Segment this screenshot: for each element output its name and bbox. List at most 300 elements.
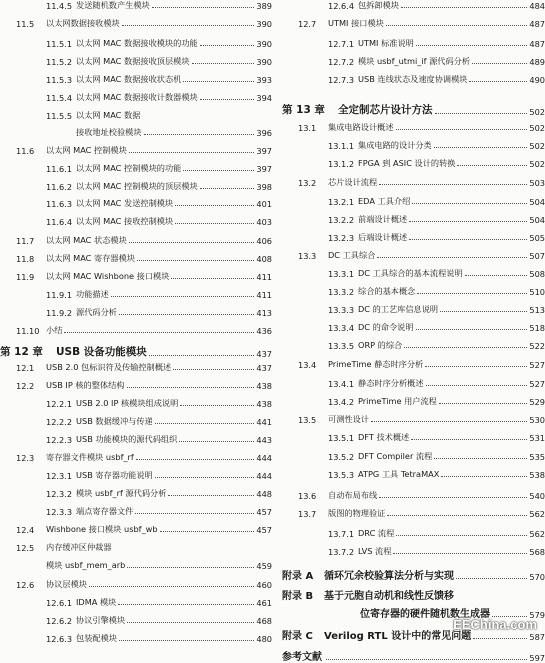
entry-number: 12.3 (16, 453, 35, 463)
entry-title: DFT Compiler 流程 (358, 451, 433, 461)
entry-number: 12.7.3 (328, 75, 355, 85)
entry-title: 模块 usbf_mem_arb (46, 560, 126, 570)
toc-entry (282, 587, 545, 602)
page-number: 389 (256, 1, 272, 11)
page-number: 438 (256, 381, 272, 391)
dot-leader (404, 347, 527, 348)
dot-leader (434, 458, 527, 459)
entry-number: 13.5.3 (328, 470, 355, 480)
entry-title: LVS 流程 (358, 546, 392, 556)
entry-number: 12.2.1 (46, 399, 73, 409)
entry-number: 12.3.3 (46, 507, 73, 517)
entry-number: 13.3 (298, 251, 317, 261)
dot-leader (440, 311, 527, 312)
entry-number: 13.5.2 (328, 452, 355, 462)
page-number: 459 (256, 561, 272, 571)
entry-title: USB 2.0 包标识符及传输控制概述 (46, 362, 172, 372)
entry-number: 11.5.3 (46, 75, 73, 85)
entry-title: 端点寄存器文件 (76, 506, 134, 516)
toc-entry (282, 177, 545, 188)
entry-title: Wishbone 接口模块 usbf_wb (46, 524, 158, 534)
entry-title: 小结 (46, 325, 63, 335)
entry-number: 11.7 (16, 236, 35, 246)
entry-title: ORP 的综合 (358, 340, 403, 350)
entry-number: 11.6 (16, 146, 35, 156)
toc-entry (282, 0, 545, 11)
entry-number: 11.9 (16, 272, 35, 282)
dot-leader (160, 531, 255, 532)
toc-entry (282, 38, 545, 49)
toc-entry (0, 198, 272, 209)
dot-leader (89, 586, 254, 587)
page-number: 597 (529, 653, 545, 663)
entry-title: USB 寄存器功能说明 (76, 470, 153, 480)
dot-leader (379, 184, 527, 185)
entry-title: 内存缓冲区仲裁器 (46, 542, 112, 552)
toc-entry (0, 506, 272, 517)
entry-number: 11.6.1 (46, 164, 73, 174)
dot-leader (469, 81, 527, 82)
entry-number: 13.5.1 (328, 433, 355, 443)
entry-number: 13.1 (298, 123, 317, 133)
dot-leader (411, 439, 527, 440)
page-number: 461 (256, 598, 272, 608)
entry-title: UTMI 标准说明 (358, 38, 414, 48)
entry-title: 基于元胞自动机和线性反馈移 (324, 591, 454, 602)
toc-entry (282, 140, 545, 151)
toc-entry (282, 74, 545, 85)
page-number: 530 (529, 415, 545, 425)
dot-leader (119, 314, 254, 315)
entry-number: 12.6.2 (46, 616, 73, 626)
entry-number: 13.5 (298, 415, 317, 425)
dot-leader (119, 640, 254, 641)
toc-entry (282, 378, 545, 389)
dot-leader (396, 535, 527, 536)
dot-leader (441, 476, 527, 477)
toc-entry (282, 359, 545, 370)
toc-entry (0, 289, 272, 300)
page-number: 408 (256, 254, 272, 264)
dot-leader (171, 278, 254, 279)
toc-entry (282, 102, 545, 117)
entry-title: DC 的工艺库信息说明 (358, 304, 439, 314)
entry-number: 13.3.4 (328, 323, 355, 333)
toc-entry (0, 488, 272, 499)
entry-title: 以太网 MAC 接收控制模块 (76, 216, 174, 226)
dot-leader (118, 604, 254, 605)
page-number: 438 (256, 399, 272, 409)
toc-entry (0, 0, 272, 11)
toc-entry (0, 216, 272, 227)
entry-title: DC 工具综合的基本流程说明 (358, 268, 463, 278)
entry-number: 13.3.5 (328, 341, 355, 351)
page-number: 460 (256, 580, 272, 590)
page-number: 527 (529, 360, 545, 370)
entry-title: 芯片设计流程 (328, 177, 378, 187)
dot-leader (129, 242, 255, 243)
toc-entry (0, 633, 272, 644)
dot-leader (200, 45, 255, 46)
page-number: 397 (256, 164, 272, 174)
toc-entry (282, 432, 545, 443)
entry-title: 可测性设计 (328, 414, 369, 424)
page-number: 562 (529, 509, 545, 519)
page-number: 411 (256, 290, 272, 300)
dot-leader (416, 45, 528, 46)
page-number: 540 (529, 491, 545, 501)
page-number: 587 (529, 632, 545, 642)
page-number: 480 (256, 634, 272, 644)
dot-leader (409, 239, 527, 240)
entry-number: 13.3.2 (328, 287, 355, 297)
dot-leader (155, 423, 255, 424)
entry-title: USB 设备功能模块 (56, 346, 147, 358)
page-number: 437 (256, 363, 272, 373)
toc-entry (0, 416, 272, 427)
toc-entry (282, 414, 545, 425)
entry-number: 13.2.2 (328, 215, 355, 225)
entry-title: USB 连线状态及速度协调模块 (358, 74, 468, 84)
page-number: 579 (529, 610, 545, 620)
entry-title: 以太网 MAC 状态模块 (46, 235, 127, 245)
page-number: 457 (256, 507, 272, 517)
entry-number: 12.2.2 (46, 417, 73, 427)
toc-entry (0, 235, 272, 246)
dot-leader (168, 495, 254, 496)
entry-title: 综合的基本概念 (358, 286, 416, 296)
toc-entry (0, 325, 272, 336)
page-number: 487 (529, 39, 545, 49)
toc-entry (0, 181, 272, 192)
page-number: 535 (529, 452, 545, 462)
entry-title: 以太网 MAC 控制模块 (46, 145, 127, 155)
toc-entry (0, 74, 272, 85)
dot-leader (425, 366, 527, 367)
dot-leader (412, 203, 527, 204)
page-number: 508 (529, 269, 545, 279)
entry-title: 以太网 MAC 控制模块的功能 (76, 163, 182, 173)
entry-number: 13.2 (298, 178, 317, 188)
page-number: 441 (256, 417, 272, 427)
dot-leader (200, 188, 255, 189)
page-number: 444 (256, 471, 272, 481)
dot-leader (456, 578, 527, 579)
entry-title: 以太网 MAC 发送控制模块 (76, 198, 174, 208)
toc-entry (0, 434, 272, 445)
toc-entry (282, 232, 545, 243)
toc-entry (0, 163, 272, 174)
page-number: 531 (529, 433, 545, 443)
toc-entry (282, 122, 545, 133)
page-number: 502 (529, 123, 545, 133)
entry-title: 以太网数据接收模块 (46, 18, 120, 28)
dot-leader (122, 25, 255, 26)
entry-title: 集成电路设计概述 (328, 122, 394, 132)
page-number: 518 (529, 323, 545, 333)
entry-number: 13.4.1 (328, 379, 355, 389)
dot-leader (127, 387, 255, 388)
toc-entry (0, 362, 272, 373)
entry-number: 13.2.3 (328, 233, 355, 243)
page-number: 444 (256, 453, 272, 463)
page-number: 522 (529, 341, 545, 351)
dot-leader (144, 134, 255, 135)
dot-leader (149, 355, 255, 356)
page-number: 502 (529, 141, 545, 151)
toc-entry (0, 145, 272, 156)
page-number: 448 (256, 489, 272, 499)
entry-title: 源代码分析 (76, 307, 117, 317)
entry-number: 11.8 (16, 254, 35, 264)
entry-title: 以太网 MAC 数据接收状态机 (76, 74, 182, 84)
entry-title: DC 工具综合 (328, 250, 376, 260)
entry-number: 12.7.1 (328, 39, 355, 49)
page-number: 487 (529, 19, 545, 29)
page-number: 489 (529, 57, 545, 67)
entry-number: 参考文献 (282, 652, 322, 663)
entry-title: USB IP 核的整体结构 (46, 380, 125, 390)
toc-entry (282, 158, 545, 169)
entry-title: UTMI 接口模块 (328, 18, 384, 28)
dot-leader (136, 459, 255, 460)
entry-number: 12.5 (16, 543, 35, 553)
entry-title: ATPG 工具 TetraMAX (358, 469, 440, 479)
toc-entry (282, 56, 545, 67)
entry-number: 11.10 (16, 326, 40, 336)
entry-title: 静态时序分析概述 (358, 378, 424, 388)
toc-entry (282, 286, 545, 297)
page-number: 437 (256, 349, 272, 359)
entry-number: 12.6 (16, 580, 35, 590)
entry-title: USB 2.0 IP 核模块组成说明 (76, 398, 179, 408)
entry-title: DFT 技术概述 (358, 432, 410, 442)
page-number: 504 (529, 215, 545, 225)
toc-entry (0, 271, 272, 282)
dot-leader (401, 7, 527, 8)
page-number: 413 (256, 308, 272, 318)
toc-entry (282, 214, 545, 225)
dot-leader (64, 332, 254, 333)
dot-leader (111, 296, 255, 297)
dot-leader (416, 329, 528, 330)
page-number: 503 (529, 178, 545, 188)
page-number: 390 (256, 19, 272, 29)
entry-title: 包拆卸模块 (358, 0, 399, 10)
entry-number: 13.7 (298, 509, 317, 519)
toc-entry (282, 340, 545, 351)
dot-leader (434, 147, 528, 148)
page-number: 457 (256, 525, 272, 535)
toc-entry (0, 38, 272, 49)
entry-number: 12.7 (298, 19, 317, 29)
toc-entry (282, 528, 545, 539)
entry-number: 12.6.4 (328, 1, 355, 11)
entry-title: 以太网 MAC 寄存器模块 (46, 253, 135, 263)
entry-number: 13.4.2 (328, 397, 355, 407)
dot-leader (179, 441, 254, 442)
page-number: 394 (256, 93, 272, 103)
page-number: 527 (529, 379, 545, 389)
page-number: 396 (256, 128, 272, 138)
entry-title: 位寄存器的硬件随机数生成器 (360, 609, 490, 620)
toc-entry (0, 398, 272, 409)
entry-title: 全定制芯片设计方法 (338, 104, 433, 116)
entry-title: USB 功能模块的源代码组织 (76, 434, 178, 444)
entry-number: 13.4 (298, 360, 317, 370)
entry-title: PrimeTime 静态时序分析 (328, 359, 424, 369)
toc-entry (0, 110, 272, 121)
toc-entry (0, 127, 272, 138)
entry-title: 接收地址校验模块 (76, 127, 142, 137)
dot-leader (152, 7, 255, 8)
entry-number: 12.6.1 (46, 598, 73, 608)
entry-number: 13.1.1 (328, 141, 355, 151)
entry-number: 13.1.2 (328, 159, 355, 169)
page-number: 502 (529, 159, 545, 169)
dot-leader (175, 205, 254, 206)
page-number: 390 (256, 39, 272, 49)
entry-title: 前端设计概述 (358, 214, 408, 224)
page-number: 513 (529, 305, 545, 315)
entry-title: DRC 流程 (358, 528, 395, 538)
entry-number: 13.2.1 (328, 197, 355, 207)
entry-number: 12.1 (16, 363, 35, 373)
toc-entry (0, 92, 272, 103)
dot-leader (183, 81, 254, 82)
entry-number: 11.9.2 (46, 308, 73, 318)
dot-leader (137, 260, 254, 261)
entry-number: 11.9.1 (46, 290, 73, 300)
entry-title: 以太网 MAC Wishbone 接口模块 (46, 271, 170, 281)
watermark: EEChina.com (453, 617, 537, 632)
toc-entry (0, 470, 272, 481)
dot-leader (386, 25, 528, 26)
entry-number: 附录 B (282, 591, 314, 602)
toc-entry (0, 560, 272, 571)
entry-title: 以太网 MAC 数据接收顶层模块 (76, 56, 190, 66)
toc-entry (282, 469, 545, 480)
dot-leader (435, 113, 528, 114)
dot-leader (175, 223, 254, 224)
page-number: 570 (529, 572, 545, 582)
toc-entry (0, 615, 272, 626)
entry-number: 11.5.5 (46, 111, 73, 121)
toc-entry (0, 253, 272, 264)
entry-number: 12.4 (16, 525, 35, 535)
toc-entry (0, 18, 272, 29)
toc-entry (0, 524, 272, 535)
toc-entry (282, 304, 545, 315)
entry-title: 发送随机数产生模块 (76, 0, 150, 10)
toc-entry (282, 18, 545, 29)
entry-title: FPGA 到 ASIC 设计的转换 (358, 158, 456, 168)
page-number: 484 (529, 1, 545, 11)
page-number: 504 (529, 197, 545, 207)
toc-entry (282, 648, 545, 663)
entry-title: DC 的命令说明 (358, 322, 414, 332)
toc-entry (282, 490, 545, 501)
dot-leader (200, 99, 255, 100)
entry-title: USB 数据缓冲与传递 (76, 416, 153, 426)
dot-leader (127, 622, 254, 623)
dot-leader (173, 369, 254, 370)
entry-number: 附录 A (282, 571, 314, 582)
toc-entry (282, 322, 545, 333)
page-number: 411 (256, 272, 272, 282)
dot-leader (155, 477, 255, 478)
entry-number: 13.3.3 (328, 305, 355, 315)
dot-leader (371, 421, 527, 422)
entry-title: 以太网 MAC 数据 (76, 110, 141, 120)
toc-entry (282, 508, 545, 519)
toc-entry (0, 344, 272, 359)
dot-leader (192, 63, 255, 64)
entry-number: 12.3.2 (46, 489, 73, 499)
page-number: 397 (256, 146, 272, 156)
page-number: 401 (256, 199, 272, 209)
entry-title: 模块 usbf_rf 源代码分析 (76, 488, 167, 498)
entry-number: 附录 C (282, 631, 313, 642)
entry-number: 12.2.3 (46, 435, 73, 445)
toc-entry (0, 380, 272, 391)
page-number: 510 (529, 287, 545, 297)
entry-title: 以太网 MAC 控制模块的顶层模块 (76, 181, 198, 191)
page-number: 393 (256, 75, 272, 85)
dot-leader (127, 567, 254, 568)
dot-leader (472, 63, 527, 64)
toc-entry (282, 546, 545, 557)
dot-leader (377, 257, 527, 258)
entry-title: 自动布局布线 (328, 490, 378, 500)
entry-number: 12.3.1 (46, 471, 73, 481)
dot-leader (465, 275, 528, 276)
entry-number: 11.5 (16, 19, 35, 29)
entry-title: 版图的物理验证 (328, 508, 386, 518)
dot-leader (180, 405, 254, 406)
toc-entry (282, 567, 545, 582)
dot-leader (473, 638, 527, 639)
dot-leader (387, 515, 527, 516)
dot-leader (393, 553, 527, 554)
toc-entry (0, 579, 272, 590)
entry-title: 协议引擎模块 (76, 615, 126, 625)
page-number: 529 (529, 397, 545, 407)
entry-number: 11.5.4 (46, 93, 73, 103)
entry-number: 12.2 (16, 381, 35, 391)
entry-number: 第 12 章 (0, 346, 43, 358)
page-number: 403 (256, 217, 272, 227)
dot-leader (409, 221, 527, 222)
entry-title: Verilog RTL 设计中的常见问题 (324, 631, 472, 642)
page-number: 562 (529, 529, 545, 539)
dot-leader (129, 152, 255, 153)
page-number: 443 (256, 435, 272, 445)
toc-entry (0, 597, 272, 608)
entry-number: 11.4.5 (46, 1, 73, 11)
entry-number: 12.7.2 (328, 57, 355, 67)
entry-title: 协议层模块 (46, 579, 87, 589)
toc-entry (0, 56, 272, 67)
entry-title: 以太网 MAC 数据接收计数器模块 (76, 92, 198, 102)
page-number: 502 (529, 107, 545, 117)
entry-title: EDA 工具介绍 (358, 196, 411, 206)
entry-title: 模块 usbf_utmi_if 源代码分析 (358, 56, 471, 66)
page-number: 436 (256, 326, 272, 336)
entry-title: 集成电路的设计分类 (358, 140, 432, 150)
dot-leader (183, 170, 254, 171)
page-number: 390 (256, 57, 272, 67)
